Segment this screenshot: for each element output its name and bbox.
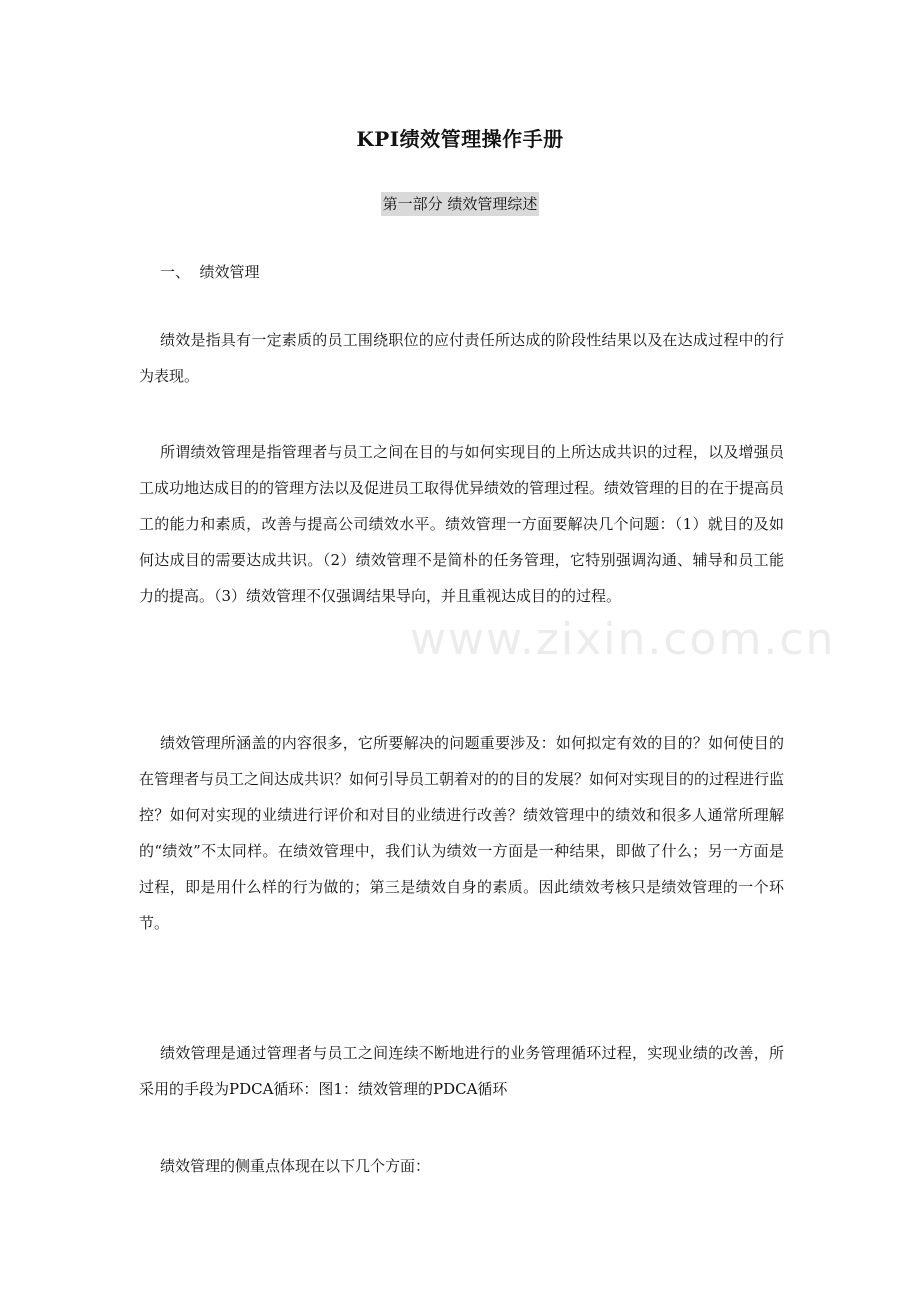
paragraph-5: 绩效管理的侧重点体现在以下几个方面： xyxy=(160,1157,431,1175)
paragraph-3: 绩效管理所涵盖的内容很多，它所要解决的问题重要涉及：如何拟定有效的目的？如何使目的在管理者与员工之间达成共识？如何引导员工朝着对的的目的发展？如何对实现目的的过程进行监控？如何对实现的业绩进行评价和对目的业绩进行改善？绩效管理中的绩效和很多人通常所理解的“绩效”不太同样。在绩效管理中，我们认为绩效一方面是一种结果，即做了什么；另一方面是过程，即是用什么样的行为做的；第三是绩效自身的素质。因此绩效考核只是绩效管理的一个环节。 xyxy=(139,734,785,932)
watermark: www.zixin.com.cn xyxy=(410,614,836,665)
document-title: KPI绩效管理操作手册 xyxy=(356,127,564,151)
part-subtitle: 第一部分 绩效管理综述 xyxy=(381,192,540,216)
paragraph-4: 绩效管理是通过管理者与员工之间连续不断地进行的业务管理循环过程，实现业绩的改善，所采用的手段为PDCA循环：图1：绩效管理的PDCA循环 xyxy=(139,1044,784,1098)
section-heading: 一、 绩效管理 xyxy=(160,263,260,281)
paragraph-2: 所谓绩效管理是指管理者与员工之间在目的与如何实现目的上所达成共识的过程，以及增强员工成功地达成目的的管理方法以及促进员工取得优异绩效的管理过程。绩效管理的目的在于提高员工的能力和素质，改善与提高公司绩效水平。绩效管理一方面要解决几个问题：（1）就目的及如何达成目的需要达成共识。（2）绩效管理不是简朴的任务管理，它特别强调沟通、辅导和员工能力的提高。（3）绩效管理不仅强调结果导向，并且重视达成目的的过程。 xyxy=(139,443,785,605)
subtitle-container xyxy=(0,192,920,216)
paragraph-1: 绩效是指具有一定素质的员工围绕职位的应付责任所达成的阶段性结果以及在达成过程中的行为表现。 xyxy=(139,331,784,385)
